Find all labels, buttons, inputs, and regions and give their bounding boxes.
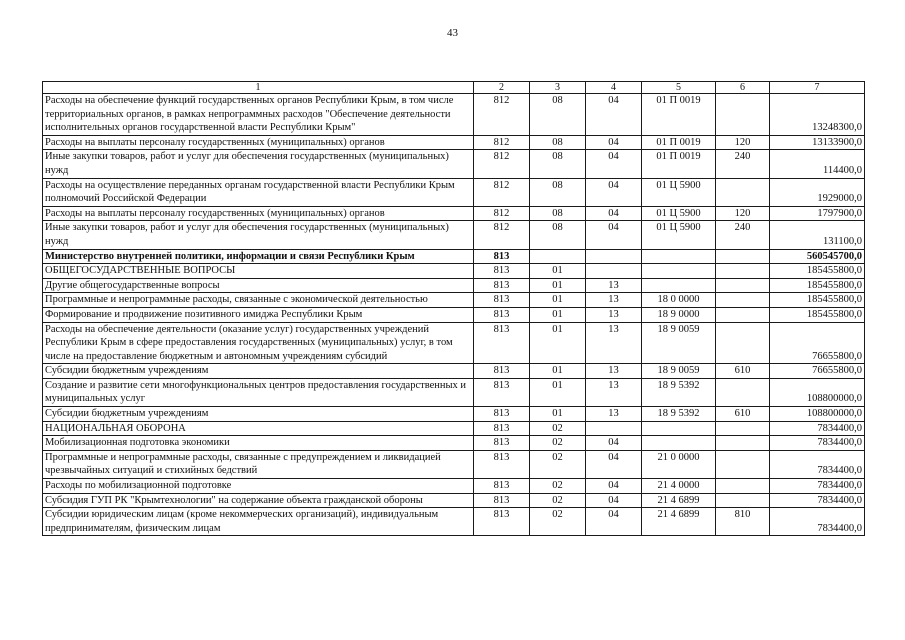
row-csr-cell: 21 0 0000 — [642, 450, 716, 478]
table-header-row — [43, 82, 865, 94]
row-gr-cell: 812 — [474, 178, 530, 206]
header-col-3: 3 — [530, 82, 586, 94]
row-csr-cell: 01 Ц 5900 — [642, 206, 716, 221]
table-row — [43, 493, 865, 508]
row-rz-cell: 01 — [530, 293, 586, 308]
row-name-cell: Программные и непрограммные расходы, связанные с предупреждением и ликвидацией чрезвычайных ситуаций и стихийных бедствий — [43, 450, 474, 478]
row-pr-cell: 04 — [586, 94, 642, 136]
row-gr-cell: 813 — [474, 278, 530, 293]
row-vr-cell — [716, 493, 770, 508]
row-vr-cell — [716, 293, 770, 308]
row-gr-cell: 812 — [474, 150, 530, 178]
header-col-2: 2 — [474, 82, 530, 94]
row-gr-cell: 813 — [474, 450, 530, 478]
row-amount-cell: 13248300,0 — [770, 94, 865, 136]
row-rz-cell: 08 — [530, 150, 586, 178]
row-pr-cell: 13 — [586, 322, 642, 364]
row-amount-cell: 7834400,0 — [770, 450, 865, 478]
row-csr-cell: 21 4 0000 — [642, 479, 716, 494]
row-vr-cell: 610 — [716, 407, 770, 422]
row-gr-cell: 813 — [474, 322, 530, 364]
row-name-cell: Субсидии юридическим лицам (кроме некоммерческих организаций), индивидуальным предпринимателям, физическим лицам — [43, 508, 474, 536]
row-gr-cell: 813 — [474, 307, 530, 322]
header-col-1: 1 — [43, 82, 474, 94]
row-csr-cell — [642, 278, 716, 293]
table-row — [43, 94, 865, 136]
row-gr-cell: 812 — [474, 135, 530, 150]
row-csr-cell: 18 9 0059 — [642, 322, 716, 364]
row-amount-cell: 560545700,0 — [770, 249, 865, 264]
row-csr-cell: 01 П 0019 — [642, 135, 716, 150]
row-amount-cell: 185455800,0 — [770, 293, 865, 308]
row-pr-cell — [586, 249, 642, 264]
row-amount-cell: 7834400,0 — [770, 508, 865, 536]
table-row — [43, 150, 865, 178]
row-amount-cell: 76655800,0 — [770, 364, 865, 379]
row-csr-cell: 01 Ц 5900 — [642, 221, 716, 249]
row-amount-cell: 76655800,0 — [770, 322, 865, 364]
row-rz-cell — [530, 249, 586, 264]
row-amount-cell: 108800000,0 — [770, 378, 865, 406]
row-pr-cell: 04 — [586, 436, 642, 451]
row-gr-cell: 812 — [474, 94, 530, 136]
budget-table — [42, 81, 865, 536]
table-row — [43, 450, 865, 478]
row-gr-cell: 813 — [474, 436, 530, 451]
row-name-cell: Иные закупки товаров, работ и услуг для обеспечения государственных (муниципальных) нужд — [43, 221, 474, 249]
row-rz-cell: 02 — [530, 421, 586, 436]
row-pr-cell: 13 — [586, 293, 642, 308]
row-csr-cell: 18 9 5392 — [642, 378, 716, 406]
row-name-cell: Программные и непрограммные расходы, связанные с экономической деятельностью — [43, 293, 474, 308]
row-name-cell: Расходы на выплаты персоналу государственных (муниципальных) органов — [43, 206, 474, 221]
row-name-cell: ОБЩЕГОСУДАРСТВЕННЫЕ ВОПРОСЫ — [43, 264, 474, 279]
table-row — [43, 378, 865, 406]
table-row — [43, 249, 865, 264]
row-rz-cell: 02 — [530, 479, 586, 494]
row-csr-cell: 01 Ц 5900 — [642, 178, 716, 206]
row-gr-cell: 813 — [474, 407, 530, 422]
row-name-cell: Расходы на осуществление переданных органам государственной власти Республики Крым полномочий Российской Федерации — [43, 178, 474, 206]
table-row — [43, 436, 865, 451]
row-pr-cell: 04 — [586, 150, 642, 178]
row-vr-cell — [716, 178, 770, 206]
row-pr-cell: 04 — [586, 508, 642, 536]
row-pr-cell: 13 — [586, 378, 642, 406]
header-col-6: 6 — [716, 82, 770, 94]
row-rz-cell: 02 — [530, 436, 586, 451]
table-row — [43, 178, 865, 206]
row-pr-cell — [586, 264, 642, 279]
row-amount-cell: 185455800,0 — [770, 264, 865, 279]
table-row — [43, 479, 865, 494]
row-vr-cell: 240 — [716, 221, 770, 249]
row-rz-cell: 01 — [530, 407, 586, 422]
row-rz-cell: 02 — [530, 450, 586, 478]
row-amount-cell: 7834400,0 — [770, 479, 865, 494]
row-pr-cell: 04 — [586, 178, 642, 206]
row-gr-cell: 813 — [474, 249, 530, 264]
table-row — [43, 264, 865, 279]
row-vr-cell: 120 — [716, 135, 770, 150]
row-name-cell: Мобилизационная подготовка экономики — [43, 436, 474, 451]
row-amount-cell: 13133900,0 — [770, 135, 865, 150]
row-rz-cell: 01 — [530, 378, 586, 406]
table-row — [43, 364, 865, 379]
row-vr-cell — [716, 450, 770, 478]
row-vr-cell — [716, 421, 770, 436]
header-col-4: 4 — [586, 82, 642, 94]
row-name-cell: Субсидия ГУП РК "Крымтехнологии" на содержание объекта гражданской обороны — [43, 493, 474, 508]
table-row — [43, 421, 865, 436]
row-pr-cell: 04 — [586, 206, 642, 221]
row-gr-cell: 813 — [474, 421, 530, 436]
row-pr-cell — [586, 421, 642, 436]
row-name-cell: Субсидии бюджетным учреждениям — [43, 407, 474, 422]
row-pr-cell: 13 — [586, 407, 642, 422]
row-csr-cell — [642, 249, 716, 264]
row-rz-cell: 01 — [530, 364, 586, 379]
row-csr-cell — [642, 264, 716, 279]
row-csr-cell: 01 П 0019 — [642, 94, 716, 136]
row-amount-cell: 185455800,0 — [770, 307, 865, 322]
row-rz-cell: 08 — [530, 221, 586, 249]
row-rz-cell: 01 — [530, 307, 586, 322]
row-vr-cell: 120 — [716, 206, 770, 221]
table-row — [43, 407, 865, 422]
row-pr-cell: 13 — [586, 278, 642, 293]
row-pr-cell: 13 — [586, 364, 642, 379]
row-rz-cell: 08 — [530, 94, 586, 136]
header-col-7: 7 — [770, 82, 865, 94]
row-name-cell: Расходы на обеспечение деятельности (оказание услуг) государственных учреждений Республики Крым в сфере предоставления государственных (муниципальных) услуг, в том числе на предоставление бюджетным и автономным учреждениям субсидий — [43, 322, 474, 364]
row-vr-cell — [716, 307, 770, 322]
row-amount-cell: 185455800,0 — [770, 278, 865, 293]
row-gr-cell: 813 — [474, 378, 530, 406]
row-gr-cell: 813 — [474, 364, 530, 379]
table-row — [43, 278, 865, 293]
row-gr-cell: 813 — [474, 293, 530, 308]
row-csr-cell: 18 9 0000 — [642, 307, 716, 322]
row-pr-cell: 04 — [586, 221, 642, 249]
row-csr-cell: 18 9 5392 — [642, 407, 716, 422]
row-csr-cell — [642, 436, 716, 451]
row-vr-cell — [716, 322, 770, 364]
table-row — [43, 135, 865, 150]
row-amount-cell: 1929000,0 — [770, 178, 865, 206]
row-vr-cell — [716, 479, 770, 494]
row-pr-cell: 04 — [586, 479, 642, 494]
table-row — [43, 322, 865, 364]
table-row — [43, 307, 865, 322]
table-row — [43, 293, 865, 308]
row-pr-cell: 04 — [586, 493, 642, 508]
row-amount-cell: 7834400,0 — [770, 493, 865, 508]
row-name-cell: Расходы на выплаты персоналу государственных (муниципальных) органов — [43, 135, 474, 150]
row-gr-cell: 813 — [474, 264, 530, 279]
row-csr-cell: 21 4 6899 — [642, 493, 716, 508]
row-name-cell: Министерство внутренней политики, информации и связи Республики Крым — [43, 249, 474, 264]
table-row — [43, 221, 865, 249]
row-vr-cell: 810 — [716, 508, 770, 536]
row-gr-cell: 812 — [474, 221, 530, 249]
row-rz-cell: 01 — [530, 322, 586, 364]
row-gr-cell: 813 — [474, 508, 530, 536]
row-amount-cell: 1797900,0 — [770, 206, 865, 221]
row-vr-cell — [716, 94, 770, 136]
row-rz-cell: 08 — [530, 178, 586, 206]
row-name-cell: Формирование и продвижение позитивного имиджа Республики Крым — [43, 307, 474, 322]
row-rz-cell: 02 — [530, 508, 586, 536]
table-body — [43, 94, 865, 536]
row-gr-cell: 813 — [474, 479, 530, 494]
row-name-cell: Субсидии бюджетным учреждениям — [43, 364, 474, 379]
row-amount-cell: 131100,0 — [770, 221, 865, 249]
table-row — [43, 206, 865, 221]
row-name-cell: Расходы на обеспечение функций государственных органов Республики Крым, в том числе территориальных органов, в рамках непрограммных расходов "Обеспечение деятельности исполнительных органов государственной власти Республики Крым" — [43, 94, 474, 136]
row-pr-cell: 04 — [586, 450, 642, 478]
row-rz-cell: 01 — [530, 264, 586, 279]
row-csr-cell: 21 4 6899 — [642, 508, 716, 536]
row-pr-cell: 13 — [586, 307, 642, 322]
row-rz-cell: 01 — [530, 278, 586, 293]
row-name-cell: Другие общегосударственные вопросы — [43, 278, 474, 293]
row-vr-cell — [716, 249, 770, 264]
row-name-cell: Расходы по мобилизационной подготовке — [43, 479, 474, 494]
row-pr-cell: 04 — [586, 135, 642, 150]
page-number: 43 — [447, 27, 458, 39]
row-amount-cell: 7834400,0 — [770, 421, 865, 436]
row-gr-cell: 813 — [474, 493, 530, 508]
row-rz-cell: 02 — [530, 493, 586, 508]
row-amount-cell: 7834400,0 — [770, 436, 865, 451]
row-vr-cell — [716, 378, 770, 406]
row-rz-cell: 08 — [530, 135, 586, 150]
table-row — [43, 508, 865, 536]
row-vr-cell — [716, 436, 770, 451]
row-vr-cell — [716, 264, 770, 279]
header-col-5: 5 — [642, 82, 716, 94]
row-name-cell: НАЦИОНАЛЬНАЯ ОБОРОНА — [43, 421, 474, 436]
row-vr-cell — [716, 278, 770, 293]
row-csr-cell — [642, 421, 716, 436]
row-amount-cell: 114400,0 — [770, 150, 865, 178]
row-gr-cell: 812 — [474, 206, 530, 221]
row-csr-cell: 18 9 0059 — [642, 364, 716, 379]
row-amount-cell: 108800000,0 — [770, 407, 865, 422]
row-rz-cell: 08 — [530, 206, 586, 221]
row-csr-cell: 01 П 0019 — [642, 150, 716, 178]
row-name-cell: Иные закупки товаров, работ и услуг для обеспечения государственных (муниципальных) нужд — [43, 150, 474, 178]
row-csr-cell: 18 0 0000 — [642, 293, 716, 308]
row-vr-cell: 610 — [716, 364, 770, 379]
row-name-cell: Создание и развитие сети многофункциональных центров предоставления государственных и муниципальных услуг — [43, 378, 474, 406]
row-vr-cell: 240 — [716, 150, 770, 178]
